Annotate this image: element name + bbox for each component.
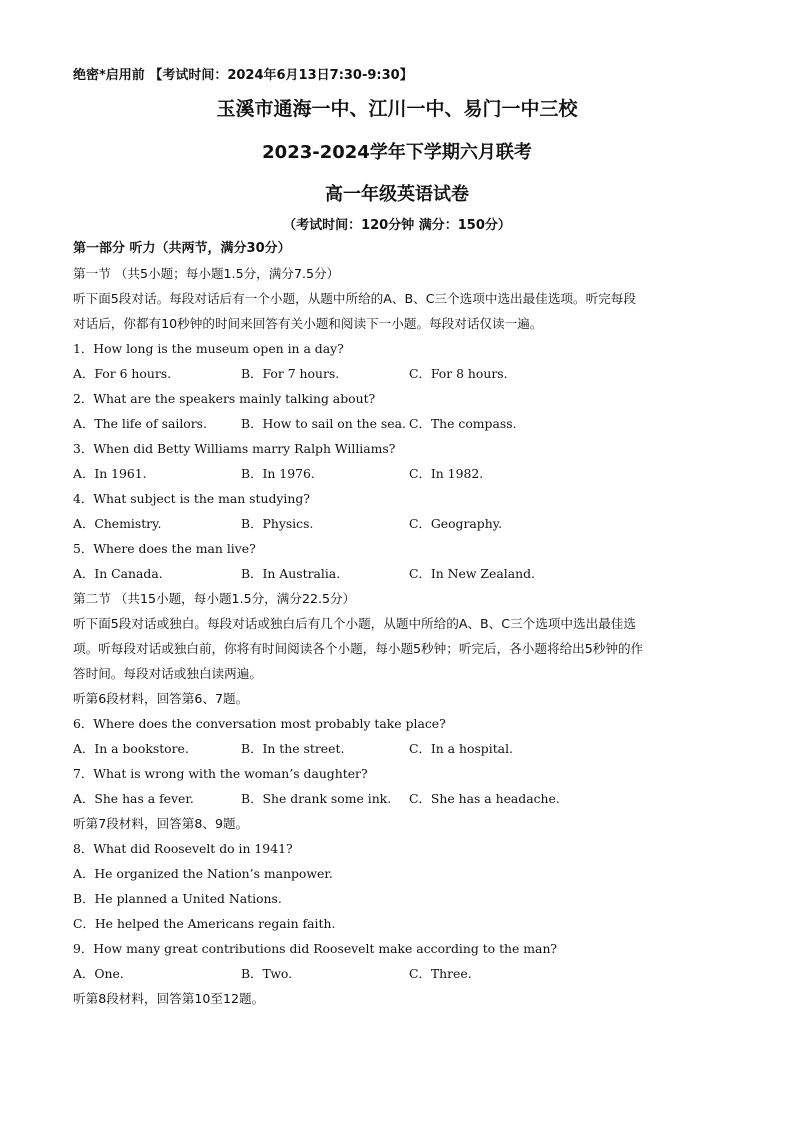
option-c: C．For 8 hours. — [409, 366, 508, 381]
question-8: 8．What did Roosevelt do in 1941? — [73, 841, 293, 856]
question-1: 1．How long is the museum open in a day? — [73, 341, 344, 356]
section2-instructions-line1: 听下面5段对话或独白。每段对话或独白后有几个小题，从题中所给的A、B、C三个选项中选出最佳选 — [73, 616, 636, 631]
exam-body — [73, 236, 723, 1011]
option-c: C．In a hospital. — [409, 741, 513, 756]
option-b: B．How to sail on the sea. — [241, 416, 406, 431]
option-c: C．Geography. — [409, 516, 503, 531]
question-5: 5．Where does the man live? — [73, 541, 256, 556]
question-1-options — [73, 361, 723, 386]
material-6-note: 听第6段材料，回答第6、7题。 — [73, 691, 249, 706]
option-b: B．For 7 hours. — [241, 366, 340, 381]
option-a: A．In a bookstore. — [73, 741, 189, 756]
option-c: C．In 1982. — [409, 466, 484, 481]
section2-heading: 第二节 （共15小题，每小题1.5分，满分22.5分） — [73, 591, 356, 606]
option-c: C．The compass. — [409, 416, 517, 431]
question-2: 2．What are the speakers mainly talking about? — [73, 391, 376, 406]
question-2-options — [73, 411, 723, 436]
section1-heading: 第一节 （共5小题；每小题1.5分，满分7.5分） — [73, 266, 340, 281]
question-6: 6．Where does the conversation most probably take place? — [73, 716, 446, 731]
question-4-options — [73, 511, 723, 536]
option-b: B．In 1976. — [241, 466, 315, 481]
part1-heading: 第一部分 听力（共两节，满分30分） — [73, 241, 291, 256]
option-a: A．The life of sailors. — [73, 416, 207, 431]
section2-instructions-line2: 项。听每段对话或独白前，你将有时间阅读各个小题，每小题5秒钟；听完后，各小题将给出5秒钟的作 — [73, 641, 644, 656]
title-paper: 高一年级英语试卷 — [325, 184, 469, 205]
question-5-options — [73, 561, 723, 586]
option-b: B．Two. — [241, 966, 293, 981]
option-c: C．Three. — [409, 966, 472, 981]
option-a: A．For 6 hours. — [73, 366, 172, 381]
question-8-option-a: A．He organized the Nation’s manpower. — [73, 866, 333, 881]
option-a: A．In Canada. — [73, 566, 163, 581]
question-9-options — [73, 961, 723, 986]
option-a: A．One. — [73, 966, 124, 981]
option-a: A．She has a fever. — [73, 791, 194, 806]
question-9: 9．How many great contributions did Roosevelt make according to the man? — [73, 941, 558, 956]
option-c: C．She has a headache. — [409, 791, 560, 806]
option-c: C．In New Zealand. — [409, 566, 535, 581]
material-8-note: 听第8段材料，回答第10至12题。 — [73, 991, 265, 1006]
section1-instructions-line2: 对话后，你都有10秒钟的时间来回答有关小题和阅读下一小题。每段对话仅读一遍。 — [73, 316, 543, 331]
question-3-options — [73, 461, 723, 486]
question-8-option-c: C．He helped the Americans regain faith. — [73, 916, 336, 931]
question-7: 7．What is wrong with the woman’s daughter? — [73, 766, 368, 781]
confidential-header: 绝密*启用前 【考试时间：2024年6月13日7:30-9:30】 — [73, 68, 413, 83]
title-term: 2023-2024学年下学期六月联考 — [262, 142, 532, 163]
option-b: B．In Australia. — [241, 566, 341, 581]
question-6-options — [73, 736, 723, 761]
exam-duration-score: （考试时间：120分钟 满分：150分） — [283, 218, 511, 233]
section1-instructions-line1: 听下面5段对话。每段对话后有一个小题，从题中所给的A、B、C三个选项中选出最佳选项。听完每段 — [73, 291, 636, 306]
material-7-note: 听第7段材料，回答第8、9题。 — [73, 816, 249, 831]
question-7-options — [73, 786, 723, 811]
question-3: 3．When did Betty Williams marry Ralph Williams? — [73, 441, 396, 456]
question-4: 4．What subject is the man studying? — [73, 491, 310, 506]
option-b: B．Physics. — [241, 516, 314, 531]
option-b: B．In the street. — [241, 741, 345, 756]
option-a: A．In 1961. — [73, 466, 147, 481]
option-b: B．She drank some ink. — [241, 791, 392, 806]
section2-instructions-line3: 答时间。每段对话或独白读两遍。 — [73, 666, 262, 681]
question-8-option-b: B．He planned a United Nations. — [73, 891, 282, 906]
option-a: A．Chemistry. — [73, 516, 162, 531]
title-schools: 玉溪市通海一中、江川一中、易门一中三校 — [216, 98, 578, 120]
